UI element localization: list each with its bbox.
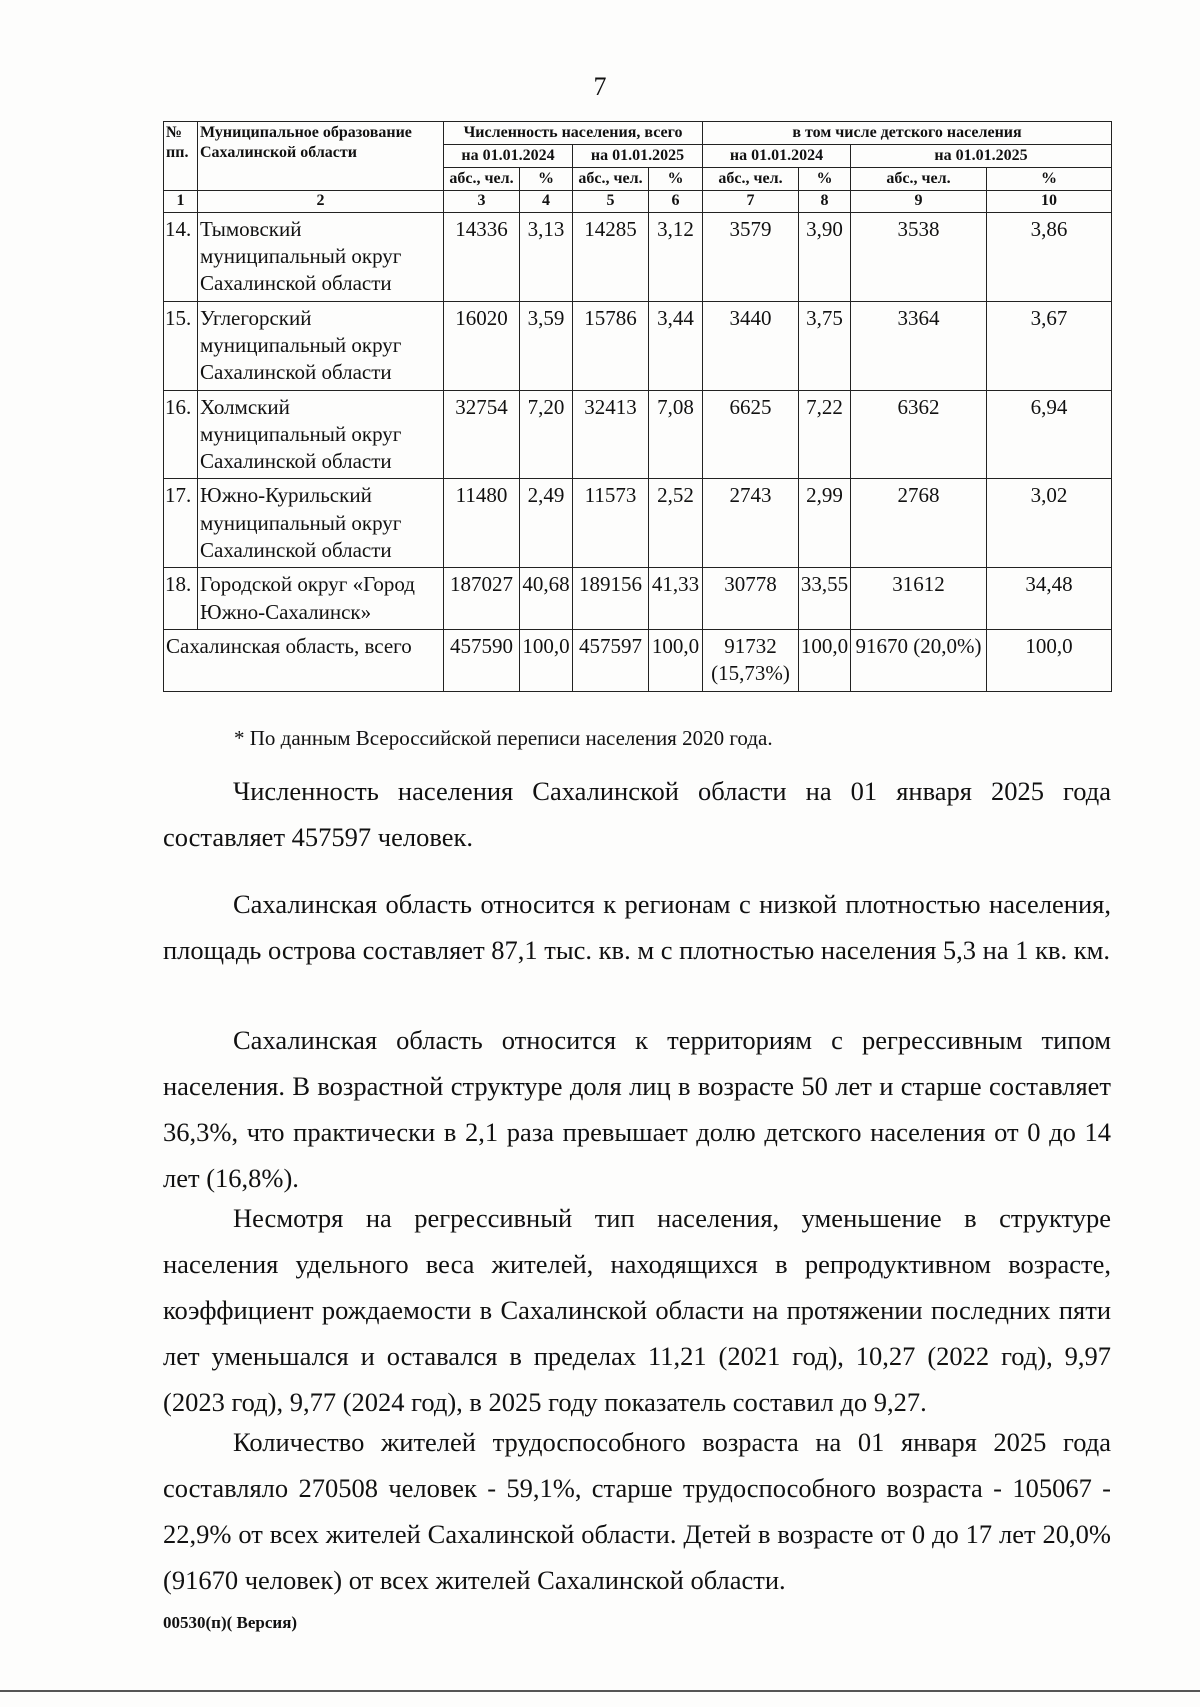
cell-child-abs-2025: 6362 bbox=[851, 390, 987, 479]
cell-pct-2024: 7,20 bbox=[520, 390, 573, 479]
total-child-pct-2025: 100,0 bbox=[987, 629, 1112, 691]
municipality-name: Тымовский муниципальный округ Сахалинской области bbox=[198, 212, 444, 301]
table-row bbox=[164, 479, 1112, 568]
population-table bbox=[163, 121, 1112, 692]
municipality-name: Углегорский муниципальный округ Сахалинской области bbox=[198, 301, 444, 390]
cell-child-pct-2024: 33,55 bbox=[799, 568, 851, 630]
paragraph: Количество жителей трудоспособного возраста на 01 января 2025 года составляло 270508 человек - 59,1%, старше трудоспособного возраста - 105067 - 22,9% от всех жителей Сахалинской области. Детей в возрасте от 0 до 17 лет 20,0% (91670 человек) от всех жителей Сахалинской области. bbox=[163, 1427, 1111, 1595]
cell-child-abs-2025: 31612 bbox=[851, 568, 987, 630]
cell-abs-2025: 14285 bbox=[573, 212, 649, 301]
table-row bbox=[164, 301, 1112, 390]
column-number: 6 bbox=[649, 191, 703, 213]
cell-abs-2024: 14336 bbox=[444, 212, 520, 301]
cell-child-pct-2024: 3,90 bbox=[799, 212, 851, 301]
column-number: 7 bbox=[703, 191, 799, 213]
row-number: 14. bbox=[164, 212, 198, 301]
total-label: Сахалинская область, всего bbox=[164, 629, 444, 691]
paragraph: Численность населения Сахалинской области на 01 января 2025 года составляет 457597 человек. bbox=[163, 776, 1111, 852]
cell-pct-2025: 41,33 bbox=[649, 568, 703, 630]
total-pct-2025: 100,0 bbox=[649, 629, 703, 691]
document-id: 00530(п)( Версия) bbox=[163, 1613, 298, 1632]
cell-child-abs-2024: 6625 bbox=[703, 390, 799, 479]
paragraph: Сахалинская область относится к регионам с низкой плотностью населения, площадь острова составляет 87,1 тыс. кв. м с плотностью населения 5,3 на 1 кв. км. bbox=[163, 889, 1111, 965]
cell-child-abs-2025: 3364 bbox=[851, 301, 987, 390]
cell-pct-2025: 2,52 bbox=[649, 479, 703, 568]
paragraph: Несмотря на регрессивный тип населения, уменьшение в структуре населения удельного веса жителей, находящихся в репродуктивном возрасте, коэффициент рождаемости в Сахалинской области на протяжении последних пяти лет уменьшался и оставался в пределах 11,21 (2021 год), 10,27 (2022 год), 9,97 (2023 год), 9,77 (2024 год), в 2025 году показатель составил до 9,27. bbox=[163, 1203, 1111, 1417]
header-municipality: Муниципальное образование Сахалинской области bbox=[198, 122, 444, 191]
column-number: 2 bbox=[198, 191, 444, 213]
header-pct: % bbox=[520, 168, 573, 191]
column-number: 4 bbox=[520, 191, 573, 213]
header-population-total: Численность населения, всего bbox=[444, 122, 703, 145]
row-number: 16. bbox=[164, 390, 198, 479]
cell-child-pct-2024: 2,99 bbox=[799, 479, 851, 568]
header-child-date-2024: на 01.01.2024 bbox=[703, 145, 851, 168]
column-number: 1 bbox=[164, 191, 198, 213]
cell-child-abs-2024: 2743 bbox=[703, 479, 799, 568]
cell-pct-2024: 40,68 bbox=[520, 568, 573, 630]
table-total-row bbox=[164, 629, 1112, 691]
cell-child-abs-2025: 2768 bbox=[851, 479, 987, 568]
cell-child-pct-2024: 3,75 bbox=[799, 301, 851, 390]
column-number: 8 bbox=[799, 191, 851, 213]
cell-child-pct-2025: 34,48 bbox=[987, 568, 1112, 630]
table-row bbox=[164, 568, 1112, 630]
total-abs-2025: 457597 bbox=[573, 629, 649, 691]
total-child-abs-2025: 91670 (20,0%) bbox=[851, 629, 987, 691]
paragraph: Сахалинская область относится к территориям с регрессивным типом населения. В возрастной структуре доля лиц в возрасте 50 лет и старше составляет 36,3%, что практически в 2,1 раза превышает долю детского населения от 0 до 14 лет (16,8%). bbox=[163, 1025, 1111, 1193]
table-row bbox=[164, 212, 1112, 301]
cell-abs-2024: 16020 bbox=[444, 301, 520, 390]
header-pct: % bbox=[799, 168, 851, 191]
row-number: 18. bbox=[164, 568, 198, 630]
column-number: 5 bbox=[573, 191, 649, 213]
cell-pct-2025: 3,12 bbox=[649, 212, 703, 301]
cell-child-pct-2024: 7,22 bbox=[799, 390, 851, 479]
bottom-divider bbox=[0, 1690, 1200, 1692]
cell-child-abs-2024: 3579 bbox=[703, 212, 799, 301]
cell-child-abs-2025: 3538 bbox=[851, 212, 987, 301]
header-pct: % bbox=[649, 168, 703, 191]
page-number: 7 bbox=[593, 72, 607, 101]
cell-pct-2025: 3,44 bbox=[649, 301, 703, 390]
total-child-pct-2024: 100,0 bbox=[799, 629, 851, 691]
cell-abs-2024: 32754 bbox=[444, 390, 520, 479]
cell-child-abs-2024: 3440 bbox=[703, 301, 799, 390]
cell-child-pct-2025: 6,94 bbox=[987, 390, 1112, 479]
total-abs-2024: 457590 bbox=[444, 629, 520, 691]
header-no: № пп. bbox=[164, 122, 198, 191]
cell-child-pct-2025: 3,02 bbox=[987, 479, 1112, 568]
cell-abs-2025: 189156 bbox=[573, 568, 649, 630]
table-footnote: * По данным Всероссийской переписи населения 2020 года. bbox=[234, 726, 773, 750]
cell-child-pct-2025: 3,86 bbox=[987, 212, 1112, 301]
municipality-name: Южно-Курильский муниципальный округ Сахалинской области bbox=[198, 479, 444, 568]
cell-pct-2024: 2,49 bbox=[520, 479, 573, 568]
cell-abs-2025: 15786 bbox=[573, 301, 649, 390]
municipality-name: Городской округ «Город Южно-Сахалинск» bbox=[198, 568, 444, 630]
cell-abs-2025: 32413 bbox=[573, 390, 649, 479]
header-abs: абс., чел. bbox=[573, 168, 649, 191]
header-children: в том числе детского населения bbox=[703, 122, 1112, 145]
header-abs: абс., чел. bbox=[703, 168, 799, 191]
header-pct: % bbox=[987, 168, 1112, 191]
total-child-abs-2024: 91732 (15,73%) bbox=[703, 629, 799, 691]
column-number: 9 bbox=[851, 191, 987, 213]
cell-pct-2025: 7,08 bbox=[649, 390, 703, 479]
cell-abs-2024: 11480 bbox=[444, 479, 520, 568]
row-number: 17. bbox=[164, 479, 198, 568]
column-number: 10 bbox=[987, 191, 1112, 213]
header-abs: абс., чел. bbox=[444, 168, 520, 191]
cell-child-abs-2024: 30778 bbox=[703, 568, 799, 630]
row-number: 15. bbox=[164, 301, 198, 390]
municipality-name: Холмский муниципальный округ Сахалинской области bbox=[198, 390, 444, 479]
total-pct-2024: 100,0 bbox=[520, 629, 573, 691]
cell-pct-2024: 3,13 bbox=[520, 212, 573, 301]
cell-child-pct-2025: 3,67 bbox=[987, 301, 1112, 390]
cell-abs-2024: 187027 bbox=[444, 568, 520, 630]
header-date-2025: на 01.01.2025 bbox=[573, 145, 703, 168]
table-row bbox=[164, 390, 1112, 479]
cell-abs-2025: 11573 bbox=[573, 479, 649, 568]
cell-pct-2024: 3,59 bbox=[520, 301, 573, 390]
header-date-2024: на 01.01.2024 bbox=[444, 145, 573, 168]
column-number: 3 bbox=[444, 191, 520, 213]
header-abs: абс., чел. bbox=[851, 168, 987, 191]
header-child-date-2025: на 01.01.2025 bbox=[851, 145, 1112, 168]
